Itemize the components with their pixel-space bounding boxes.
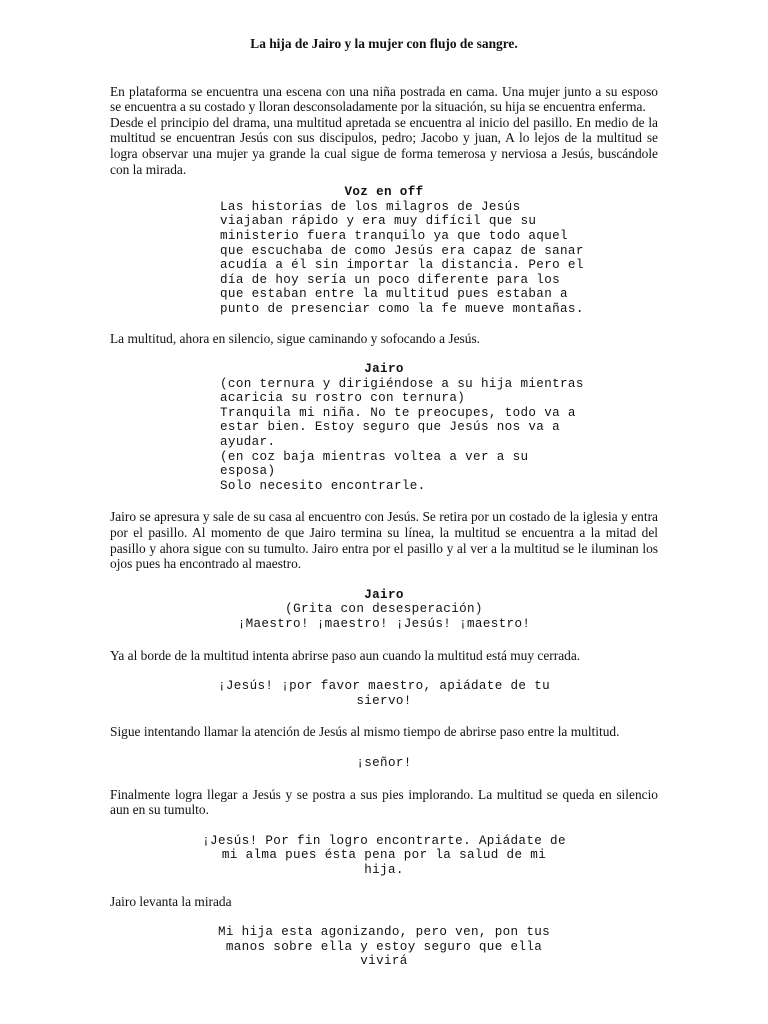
dialog-line: acudía a él sin importar la distancia. Pero el bbox=[220, 258, 584, 273]
dialog-line: Mi hija esta agonizando, pero ven, pon tus bbox=[217, 925, 551, 940]
dialog-line: (Grita con desesperación) bbox=[285, 602, 483, 617]
dialog-line: día de hoy sería un poco diferente para los bbox=[220, 272, 561, 287]
dialog-line: estar bien. Estoy seguro que Jesús nos va a bbox=[220, 420, 561, 435]
dialog-line: que estaban entre la multitud pues estaban a bbox=[220, 287, 568, 302]
paragraph-crowd: Desde el principio del drama, una multitud apretada se encuentra al inicio del pasillo. En medio de la multitud se encuentran Jesús con sus discipulos, pedro; Jacobo y juan, A lo lejos de la multitud se logra observar una mujer ya grande la cual sigue de forma temerosa y nerviosa a Jesús, buscándole con la mirada. bbox=[110, 114, 658, 177]
paragraph-edge-crowd: Ya al borde de la multitud intenta abrirse paso aun cuando la multitud está muy cerrada. bbox=[110, 647, 581, 663]
paragraph-looks-up: Jairo levanta la mirada bbox=[110, 893, 232, 909]
dialog-line: que escuchaba de como Jesús era capaz de sanar bbox=[220, 243, 584, 258]
dialog-line: esposa) bbox=[220, 464, 276, 479]
dialog-line: manos sobre ella y estoy seguro que ella bbox=[225, 939, 543, 954]
dialog-line: punto de presenciar como la fe mueve montañas. bbox=[220, 301, 584, 316]
dialog-line: ayudar. bbox=[220, 435, 276, 450]
dialog-line: acaricia su rostro con ternura) bbox=[220, 391, 466, 406]
dialog-line: (en coz baja mientras voltea a ver a su bbox=[220, 449, 529, 464]
dialog-line: siervo! bbox=[356, 693, 412, 708]
dialog-line: ministerio fuera tranquilo ya que todo aquel bbox=[220, 228, 568, 243]
dialog-jairo-1 bbox=[220, 376, 584, 494]
dialog-line: hija. bbox=[364, 862, 404, 877]
document-page bbox=[110, 36, 658, 969]
speaker-jairo: Jairo bbox=[364, 587, 404, 602]
paragraph-reaches-jesus: Finalmente logra llegar a Jesús y se postra a sus pies implorando. La multitud se queda en silencio aun en su tumulto. bbox=[110, 786, 658, 818]
dialog-line: viajaban rápido y era muy difícil que su bbox=[220, 214, 537, 229]
paragraph-keeps-trying: Sigue intentando llamar la atención de Jesús al mismo tiempo de abrirse paso entre la multitud. bbox=[110, 724, 620, 740]
paragraph-jairo-leaves: Jairo se apresura y sale de su casa al encuentro con Jesús. Se retira por un costado de la iglesia y entra por el pasillo. Al momento de que Jairo termina su línea, la multitud se encuentra a la mitad del pasillo y ahora sigue con su tumulto. Jairo entra por el pasillo y al ver a la multitud se le iluminan los ojos pues ha encontrado al maestro. bbox=[110, 509, 658, 572]
dialog-line: ¡Jesús! ¡por favor maestro, apiádate de tu bbox=[217, 679, 551, 694]
paragraph-silence: La multitud, ahora en silencio, sigue caminando y sofocando a Jesús. bbox=[110, 330, 481, 346]
dialog-voz-en-off bbox=[220, 199, 584, 317]
dialog-line: Las historias de los milagros de Jesús bbox=[220, 199, 521, 214]
dialog-line: Solo necesito encontrarle. bbox=[220, 478, 426, 493]
dialog-line: (con ternura y dirigiéndose a su hija mientras bbox=[220, 376, 584, 391]
dialog-line: mi alma pues ésta pena por la salud de mi bbox=[221, 848, 547, 863]
dialog-line: Tranquila mi niña. No te preocupes, todo va a bbox=[220, 405, 576, 420]
paragraph-intro: En plataforma se encuentra una escena con una niña postrada en cama. Una mujer junto a su esposo se encuentra a su costado y lloran desconsoladamente por la situación, su hija se encuentra enferma. bbox=[110, 83, 658, 115]
dialog-line: vivirá bbox=[360, 954, 408, 969]
dialog-line: ¡señor! bbox=[356, 755, 412, 770]
speaker-voz-en-off: Voz en off bbox=[344, 185, 424, 200]
dialog-line: ¡Maestro! ¡maestro! ¡Jesús! ¡maestro! bbox=[237, 617, 531, 631]
speaker-jairo: Jairo bbox=[364, 362, 404, 377]
page-title: La hija de Jairo y la mujer con flujo de sangre. bbox=[250, 36, 518, 51]
dialog-line: ¡Jesús! Por fin logro encontrarte. Apiádate de bbox=[202, 833, 566, 848]
